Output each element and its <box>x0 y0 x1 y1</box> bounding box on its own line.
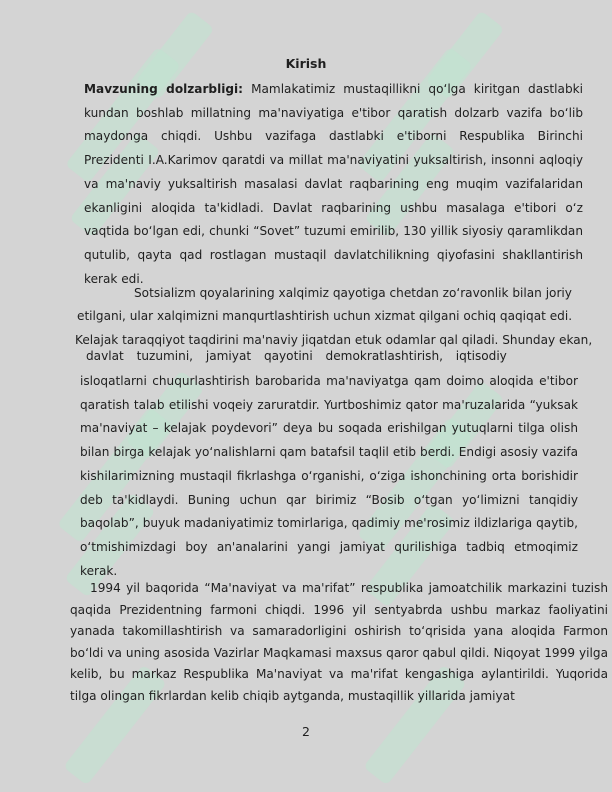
paragraph-history <box>70 578 608 708</box>
paragraph-relevance <box>84 78 583 291</box>
section-title: Kirish <box>285 56 327 71</box>
paragraph-line: etilgani, ular xalqimizni manqurtlashtirish uchun xizmat qilgani ochiq qaqiqat edi. <box>77 309 573 323</box>
relevance-lead: Mavzuning dolzarbligi: <box>84 82 244 96</box>
page-number: 2 <box>302 724 310 739</box>
paragraph-line: Sotsializm qoyalarining xalqimiz qayotiga chetdan zo‘ravonlik bilan joriy <box>134 286 572 300</box>
history-text: 1994 yil baqorida “Ma'naviyat va ma'rifat” respublika jamoatchilik markazini tuzish qaqida Prezidentning farmoni chiqdi. 1996 yil sentyabrda ushbu markaz faoliyatini yanada takomillashtirish va samaradorligini oshirish to‘qrisida yana aloqida Farmon bo‘ldi va uning asosida Vazirlar Maqkamasi maxsus qaror qabul qildi. Niqoyat 1999 yilga kelib, bu markaz Respublika Ma'naviyat va ma'rifat kengashiga aylantirildi. Yuqorida tilga olingan fikrlardan kelib chiqib aytganda, mustaqillik yillarida jamiyat <box>70 581 608 703</box>
relevance-text: Mamlakatimiz mustaqillikni qo‘lga kiritgan dastlabki kundan boshlab millatning ma'naviyatiga e'tibor qaratish dolzarb vazifa bo‘lib maydonga chiqdi. Ushbu vazifaga dastlabki e'tiborni Respublika Birinchi Prezidenti I.A.Karimov qaratdi va millat ma'naviyatini yuksaltirish, insonni aqloqiy va ma'naviy yuksaltirish masalasi davlat raqbarining eng muqim vazifalaridan ekanligini aloqida ta'kidladi. Davlat raqbarining ushbu masalaga e'tibori o‘z vaqtida bo‘lgan edi, chunki “Sovet” tuzumi emirilib, 130 yillik siyosiy qaramlikdan qutulib, qayta qad rostlagan mustaqil davlatchilikning qiyofasini shakllantirish kerak edi. <box>84 82 583 286</box>
paragraph-line: davlat tuzumini, jamiyat qayotini demokratlashtirish, iqtisodiy <box>86 349 507 363</box>
paragraph-reforms: isloqatlarni chuqurlashtirish barobarida ma'naviyatga qam doimo aloqida e'tibor qaratish talab etilishi voqeiy zaruratdir. Yurtboshimiz qator ma'ruzalarida “yuksak ma'naviyat – kelajak poydevori” deya bu soqada erishilgan yutuqlarni tilga olish bilan birga kelajak yo‘nalishlarni qam batafsil taqlil etib berdi. Endigi asosiy vazifa kishilarimizning mustaqil fikrlashga o‘rganishi, o‘ziga ishonchining orta borishidir deb ta'kidlaydi. Buning uchun qar birimiz “Bosib o‘tgan yo‘limizni tanqidiy baqolab”, buyuk madaniyatimiz tomirlariga, qadimiy me'rosimiz ildizlariga qaytib, o‘tmishimizdagi boy an'analarini yangi jamiyat qurilishiga tadbiq etmoqimiz kerak. <box>80 374 578 578</box>
paragraph-line: Kelajak taraqqiyot taqdirini ma'naviy jiqatdan etuk odamlar qal qiladi. Shunday ekan, <box>75 333 593 347</box>
